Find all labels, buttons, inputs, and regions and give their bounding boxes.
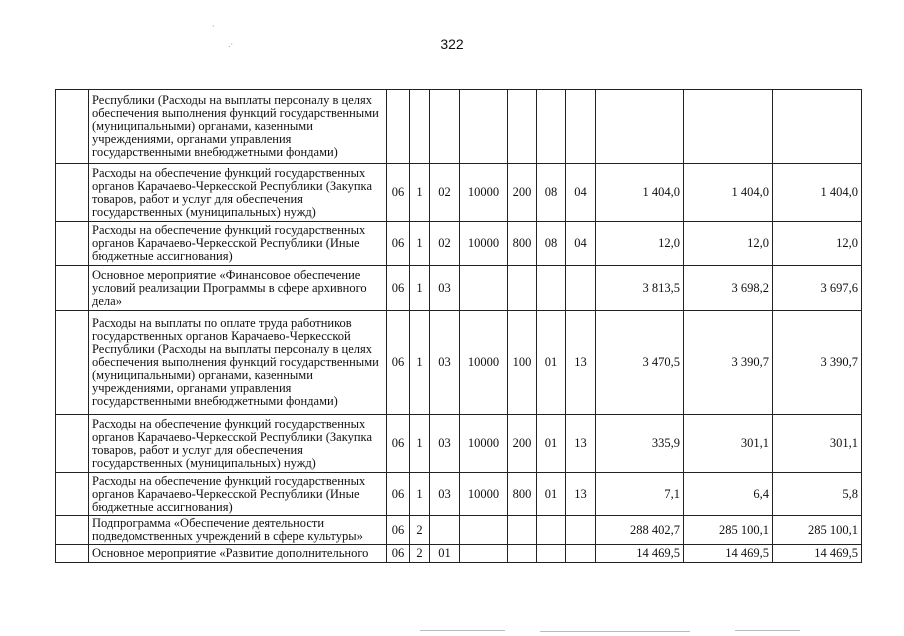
classification-code-3: 03 [430, 266, 460, 311]
amount-year-1: 288 402,7 [596, 516, 684, 545]
row-number-cell [56, 90, 89, 164]
classification-code-3: 03 [430, 415, 460, 473]
classification-code-2: 1 [410, 266, 430, 311]
table-row [56, 415, 862, 473]
classification-code-5: 800 [508, 222, 537, 266]
classification-code-6 [537, 266, 566, 311]
classification-code-6: 01 [537, 415, 566, 473]
classification-code-4: 10000 [460, 311, 508, 415]
amount-year-3: 3 390,7 [773, 311, 862, 415]
classification-code-1: 06 [387, 222, 410, 266]
row-description: Расходы на обеспечение функций государственных органов Карачаево-Черкесской Республики (Закупка товаров, работ и услуг для обеспечения государственных (муниципальных) нужд) [89, 415, 387, 473]
classification-code-5: 200 [508, 415, 537, 473]
row-description: Республики (Расходы на выплаты персоналу в целях обеспечения выполнения функций государственными (муниципальными) органами, казенными учреждениями, органами управления государственными внебюджетными фондами) [89, 90, 387, 164]
row-number-cell [56, 516, 89, 545]
classification-code-1: 06 [387, 311, 410, 415]
classification-code-7: 13 [566, 415, 596, 473]
page-number: 322 [440, 36, 464, 52]
classification-code-3: 02 [430, 222, 460, 266]
classification-code-2: 1 [410, 415, 430, 473]
classification-code-7 [566, 545, 596, 563]
classification-code-3: 03 [430, 311, 460, 415]
classification-code-1: 06 [387, 516, 410, 545]
classification-code-4 [460, 516, 508, 545]
amount-year-1: 3 470,5 [596, 311, 684, 415]
classification-code-1: 06 [387, 473, 410, 516]
classification-code-6: 01 [537, 473, 566, 516]
row-description: Расходы на выплаты по оплате труда работников государственных органов Карачаево-Черкесской Республики (Расходы на выплаты персоналу в целях обеспечения выполнения функций государственными (муниципальными) органами, казенными учреждениями, органами управления государственными внебюджетными фондами) [89, 311, 387, 415]
scan-speck: · [212, 22, 215, 31]
amount-year-3: 3 697,6 [773, 266, 862, 311]
amount-year-2: 1 404,0 [684, 164, 773, 222]
amount-year-3: 12,0 [773, 222, 862, 266]
classification-code-3: 03 [430, 473, 460, 516]
classification-code-5 [508, 516, 537, 545]
classification-code-1: 06 [387, 545, 410, 563]
classification-code-2: 1 [410, 222, 430, 266]
row-number-cell [56, 266, 89, 311]
row-description: Основное мероприятие «Финансовое обеспечение условий реализации Программы в сфере архивного дела» [89, 266, 387, 311]
amount-year-2: 301,1 [684, 415, 773, 473]
amount-year-1 [596, 90, 684, 164]
amount-year-2: 14 469,5 [684, 545, 773, 563]
table-row [56, 90, 862, 164]
classification-code-3: 01 [430, 545, 460, 563]
classification-code-5: 800 [508, 473, 537, 516]
row-number-cell [56, 164, 89, 222]
scan-mark [420, 630, 505, 631]
classification-code-2: 1 [410, 311, 430, 415]
classification-code-5: 100 [508, 311, 537, 415]
classification-code-6 [537, 516, 566, 545]
classification-code-7 [566, 516, 596, 545]
classification-code-7 [566, 90, 596, 164]
classification-code-1: 06 [387, 164, 410, 222]
amount-year-3: 1 404,0 [773, 164, 862, 222]
amount-year-3: 285 100,1 [773, 516, 862, 545]
classification-code-6: 08 [537, 164, 566, 222]
classification-code-7: 04 [566, 164, 596, 222]
classification-code-1: 06 [387, 415, 410, 473]
classification-code-6 [537, 545, 566, 563]
classification-code-2: 1 [410, 473, 430, 516]
amount-year-2: 3 390,7 [684, 311, 773, 415]
classification-code-2: 2 [410, 545, 430, 563]
table-row [56, 516, 862, 545]
classification-code-2 [410, 90, 430, 164]
classification-code-4: 10000 [460, 415, 508, 473]
classification-code-4 [460, 545, 508, 563]
classification-code-7: 04 [566, 222, 596, 266]
amount-year-1: 12,0 [596, 222, 684, 266]
classification-code-6 [537, 90, 566, 164]
amount-year-1: 3 813,5 [596, 266, 684, 311]
amount-year-1: 7,1 [596, 473, 684, 516]
budget-table-container [55, 89, 862, 563]
classification-code-4: 10000 [460, 164, 508, 222]
classification-code-7: 13 [566, 473, 596, 516]
amount-year-2: 285 100,1 [684, 516, 773, 545]
classification-code-3 [430, 516, 460, 545]
row-description: Расходы на обеспечение функций государственных органов Карачаево-Черкесской Республики (Иные бюджетные ассигнования) [89, 473, 387, 516]
classification-code-3 [430, 90, 460, 164]
classification-code-7 [566, 266, 596, 311]
classification-code-1 [387, 90, 410, 164]
table-row [56, 164, 862, 222]
amount-year-2: 3 698,2 [684, 266, 773, 311]
amount-year-2: 12,0 [684, 222, 773, 266]
row-number-cell [56, 473, 89, 516]
row-number-cell [56, 415, 89, 473]
classification-code-4: 10000 [460, 473, 508, 516]
amount-year-3: 14 469,5 [773, 545, 862, 563]
amount-year-3: 301,1 [773, 415, 862, 473]
classification-code-5 [508, 266, 537, 311]
row-description: Расходы на обеспечение функций государственных органов Карачаево-Черкесской Республики (Закупка товаров, работ и услуг для обеспечения государственных (муниципальных) нужд) [89, 164, 387, 222]
classification-code-4: 10000 [460, 222, 508, 266]
classification-code-1: 06 [387, 266, 410, 311]
amount-year-1: 14 469,5 [596, 545, 684, 563]
scan-mark [735, 630, 800, 631]
table-row [56, 266, 862, 311]
budget-table [55, 89, 862, 563]
amount-year-2 [684, 90, 773, 164]
row-number-cell [56, 222, 89, 266]
amount-year-3: 5,8 [773, 473, 862, 516]
amount-year-1: 335,9 [596, 415, 684, 473]
table-row [56, 545, 862, 563]
classification-code-4 [460, 266, 508, 311]
amount-year-2: 6,4 [684, 473, 773, 516]
scan-mark [540, 631, 690, 632]
classification-code-6: 08 [537, 222, 566, 266]
classification-code-6: 01 [537, 311, 566, 415]
classification-code-2: 2 [410, 516, 430, 545]
amount-year-1: 1 404,0 [596, 164, 684, 222]
row-description: Основное мероприятие «Развитие дополнительного [89, 545, 387, 563]
row-number-cell [56, 545, 89, 563]
amount-year-3 [773, 90, 862, 164]
classification-code-3: 02 [430, 164, 460, 222]
classification-code-5 [508, 90, 537, 164]
classification-code-4 [460, 90, 508, 164]
table-row [56, 473, 862, 516]
classification-code-5: 200 [508, 164, 537, 222]
classification-code-7: 13 [566, 311, 596, 415]
classification-code-5 [508, 545, 537, 563]
table-row [56, 222, 862, 266]
scan-speck: .· [228, 40, 234, 49]
row-description: Расходы на обеспечение функций государственных органов Карачаево-Черкесской Республики (Иные бюджетные ассигнования) [89, 222, 387, 266]
table-row [56, 311, 862, 415]
row-number-cell [56, 311, 89, 415]
row-description: Подпрограмма «Обеспечение деятельности подведомственных учреждений в сфере культуры» [89, 516, 387, 545]
classification-code-2: 1 [410, 164, 430, 222]
